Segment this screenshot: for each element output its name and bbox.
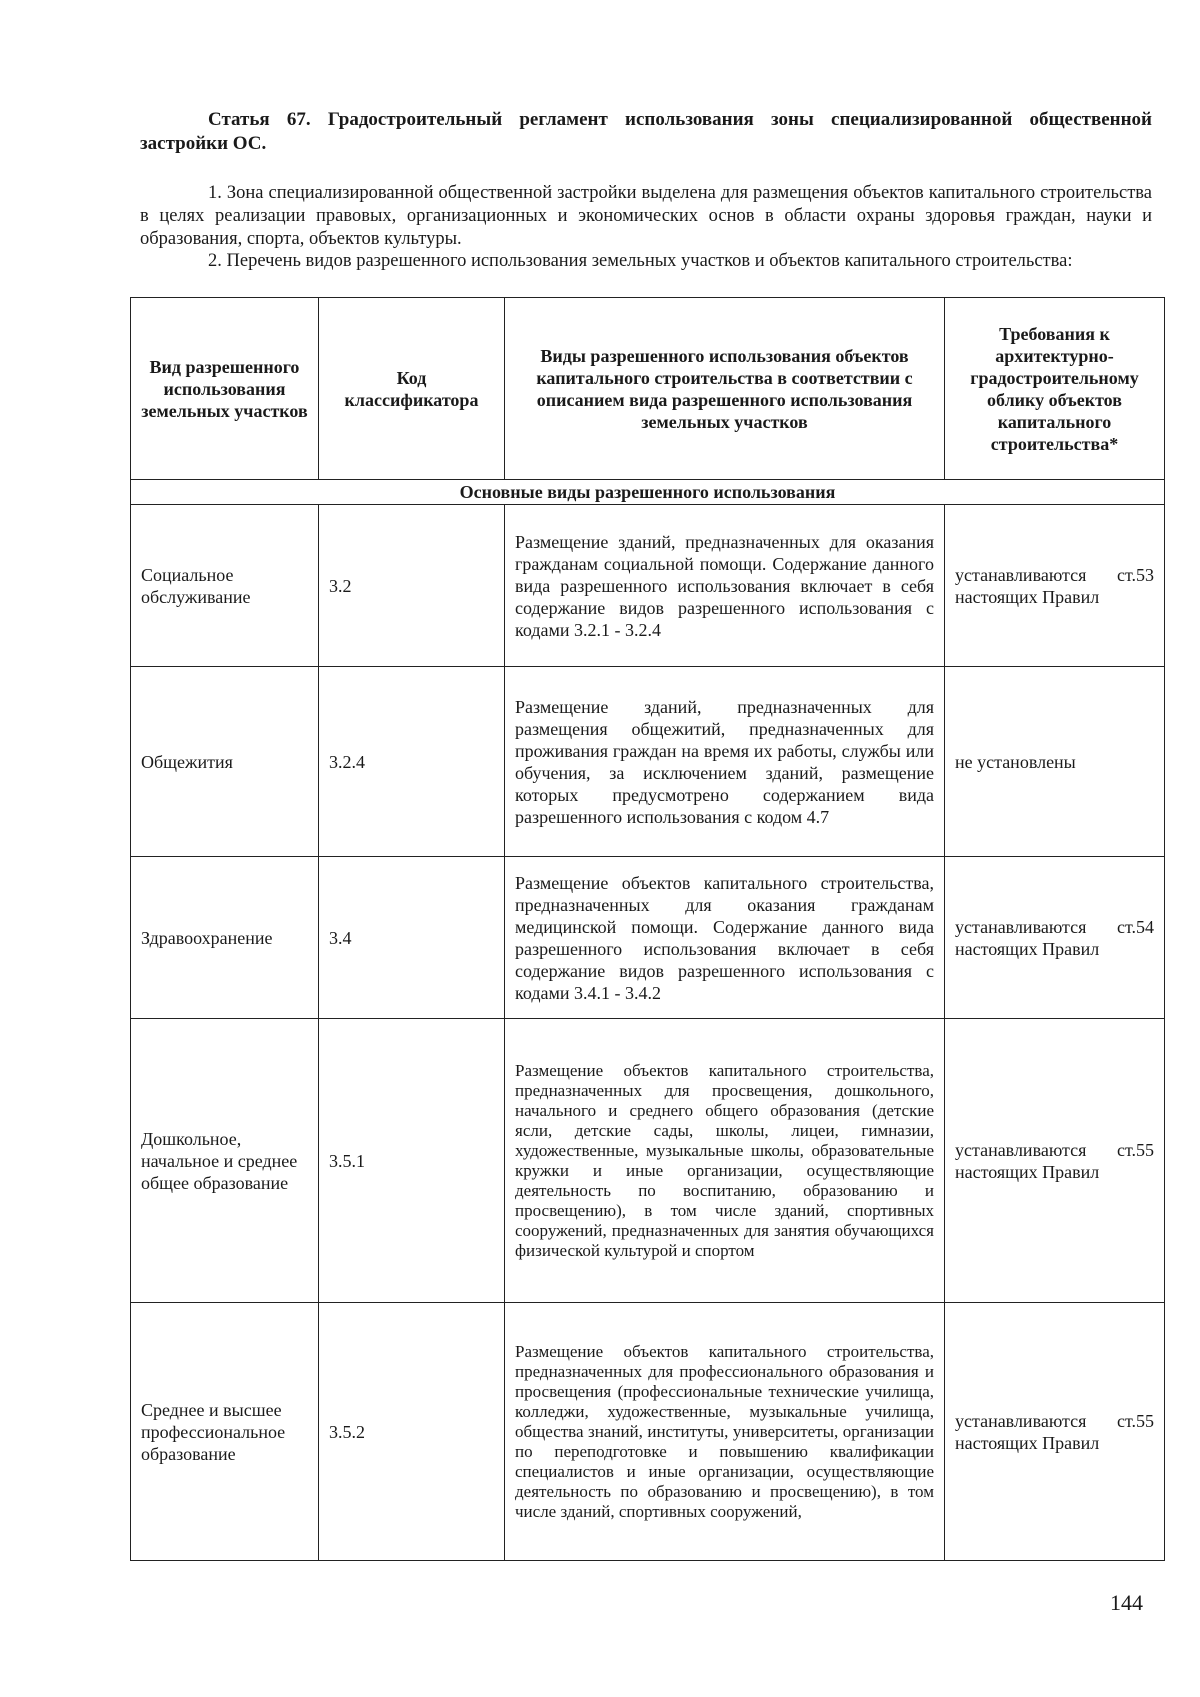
section-row [131,480,1165,505]
cell-code: 3.5.1 [319,1019,505,1303]
permitted-use-table [130,297,1165,1561]
header-construction-use-types: Виды разрешенного использования объектов капитального строительства в соответствии с описанием вида разрешенного использования земельных участков [505,298,945,480]
cell-type: Общежития [131,667,319,857]
table-row [131,857,1165,1019]
cell-code: 3.4 [319,857,505,1019]
cell-code: 3.2 [319,505,505,667]
table-row [131,667,1165,857]
cell-description: Размещение объектов капитального строительства, предназначенных для просвещения, дошкольного, начального и среднего общего образования (детские ясли, детские сады, школы, лицеи, гимназии, художественные, музыкальные школы, образовательные кружки и иные организации, осуществляющие деятельность по воспитанию, образованию и просвещению), в том числе зданий, спортивных сооружений, предназначенных для занятия обучающихся физической культурой и спортом [505,1019,945,1303]
cell-description: Размещение зданий, предназначенных для оказания гражданам социальной помощи. Содержание данного вида разрешенного использования включает в себя содержание видов разрешенного использования с кодами 3.2.1 - 3.2.4 [505,505,945,667]
cell-type: Среднее и высшее профессиональное образование [131,1303,319,1561]
cell-requirements: устанавливаются ст.54 настоящих Правил [945,857,1165,1019]
cell-description: Размещение объектов капитального строительства, предназначенных для оказания гражданам медицинской помощи. Содержание данного вида разрешенного использования включает в себя содержание видов разрешенного использования с кодами 3.4.1 - 3.4.2 [505,857,945,1019]
table-row [131,1303,1165,1561]
cell-type: Социальное обслуживание [131,505,319,667]
cell-type: Здравоохранение [131,857,319,1019]
cell-description: Размещение зданий, предназначенных для размещения общежитий, предназначенных для проживания граждан на время их работы, службы или обучения, за исключением зданий, размещение которых предусмотрено содержанием вида разрешенного использования с кодом 4.7 [505,667,945,857]
page-number: 144 [1110,1590,1143,1615]
paragraph-zone-description: 1. Зона специализированной общественной застройки выделена для размещения объектов капитального строительства в целях реализации правовых, организационных и экономических основ в области охраны здоровья граждан, науки и образования, спорта, объектов культуры. [140,183,1152,249]
section-title: Основные виды разрешенного использования [131,480,1165,505]
table-row [131,505,1165,667]
cell-requirements: не установлены [945,667,1165,857]
header-classifier-code: Код классификатора [319,298,505,480]
cell-type: Дошкольное, начальное и среднее общее образование [131,1019,319,1303]
cell-requirements: устанавливаются ст.53 настоящих Правил [945,505,1165,667]
cell-code: 3.5.2 [319,1303,505,1561]
cell-code: 3.2.4 [319,667,505,857]
cell-requirements: устанавливаются ст.55 настоящих Правил [945,1303,1165,1561]
paragraph-list-intro: 2. Перечень видов разрешенного использования земельных участков и объектов капитального строительства: [208,251,1073,271]
header-land-use-type: Вид разрешенного использования земельных участков [131,298,319,480]
cell-description: Размещение объектов капитального строительства, предназначенных для профессионального образования и просвещения (профессиональные технические училища, колледжи, художественные, музыкальные училища, общества знаний, институты, университеты, организации по переподготовке и повышению квалификации специалистов и иные организации, осуществляющие деятельность по образованию и просвещению), в том числе зданий, спортивных сооружений, [505,1303,945,1561]
header-architectural-requirements: Требования к архитектурно-градостроительному облику объектов капитального строительства* [945,298,1165,480]
article-title: Статья 67. Градостроительный регламент использования зоны специализированной общественной застройки ОС. [140,109,1152,154]
table-header-row [131,298,1165,480]
cell-requirements: устанавливаются ст.55 настоящих Правил [945,1019,1165,1303]
table-row [131,1019,1165,1303]
